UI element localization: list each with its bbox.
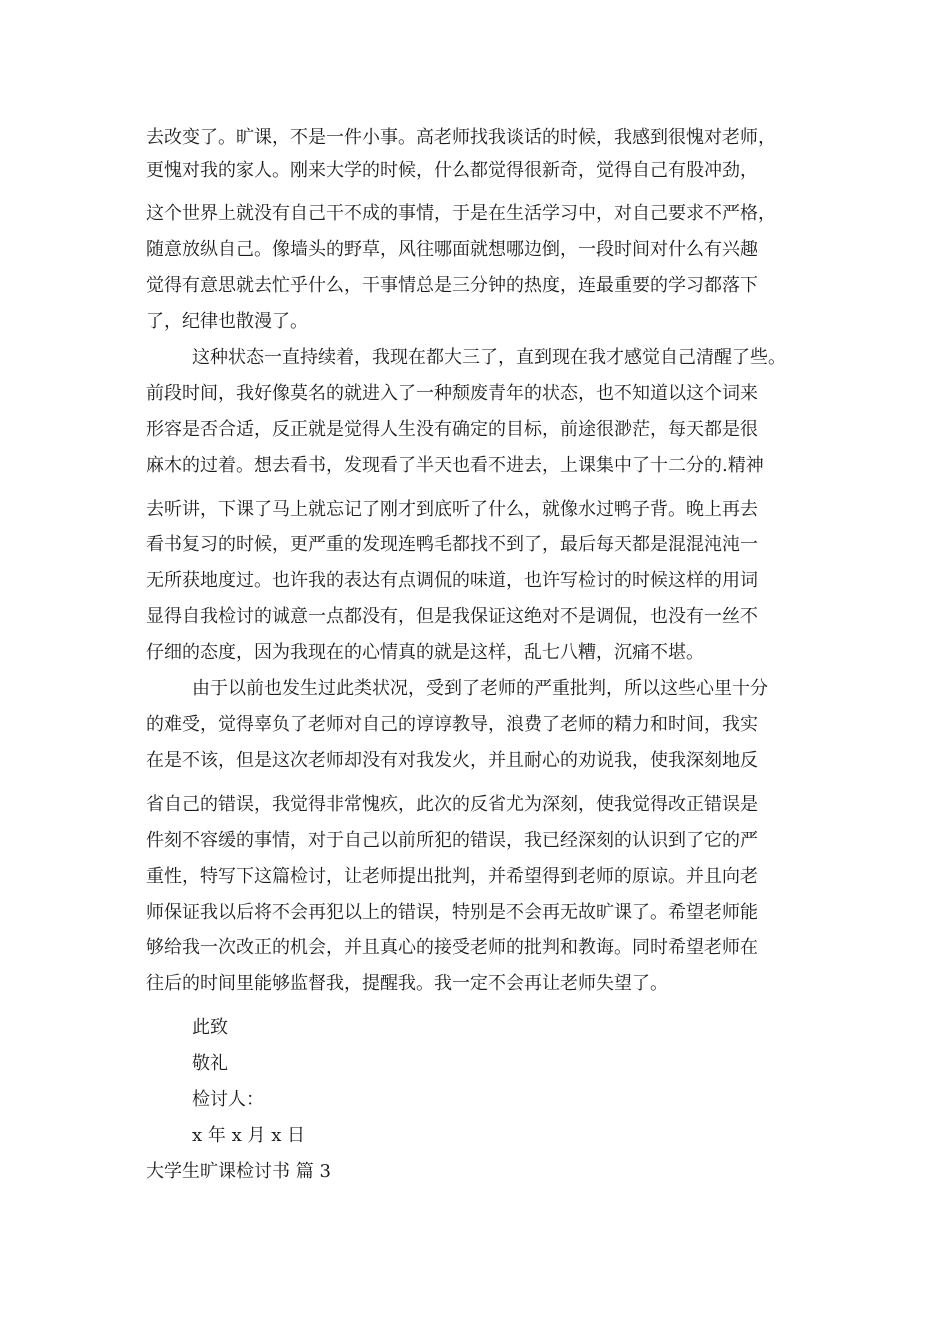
signature-label: 检讨人： [192, 1089, 264, 1110]
text-line-24: 往后的时间里能够监督我，提醒我。我一定不会再让老师失望了。 [146, 973, 668, 994]
text-line-3: 这个世界上就没有自己干不成的事情，于是在生活学习中，对自己要求不严格， [146, 203, 776, 224]
text-line-22: 师保证我以后将不会再犯以上的错误，特别是不会再无故旷课了。希望老师能 [146, 902, 758, 923]
text-line-4: 随意放纵自己。像墙头的野草，风往哪面就想哪边倒，一段时间对什么有兴趣 [146, 239, 758, 260]
text-line-18: 在是不该，但是这次老师却没有对我发火，并且耐心的劝说我，使我深刻地反 [146, 750, 758, 771]
text-line-19: 省自己的错误，我觉得非常愧疚，此次的反省尤为深刻，使我觉得改正错误是 [146, 794, 758, 815]
text-line-11: 去听讲，下课了马上就忘记了刚才到底听了什么，就像水过鸭子背。晚上再去 [146, 499, 758, 520]
text-line-17: 的难受，觉得辜负了老师对自己的谆谆教导，浪费了老师的精力和时间，我实 [146, 714, 758, 735]
text-line-2: 更愧对我的家人。刚来大学的时候，什么都觉得很新奇，觉得自己有股冲劲， [146, 160, 758, 181]
paragraph-2-start: 这种状态一直持续着，我现在都大三了，直到现在我才感觉自己清醒了些。 [192, 347, 786, 368]
text-line-1: 去改变了。旷课，不是一件小事。高老师找我谈话的时候，我感到很愧对老师， [146, 127, 776, 148]
closing-respect: 敬礼 [192, 1053, 228, 1074]
text-line-15: 仔细的态度，因为我现在的心情真的就是这样，乱七八糟，沉痛不堪。 [146, 642, 704, 663]
text-line-21: 重性，特写下这篇检讨，让老师提出批判，并希望得到老师的原谅。并且向老 [146, 866, 758, 887]
text-line-14: 显得自我检讨的诚意一点都没有，但是我保证这绝对不是调侃，也没有一丝不 [146, 606, 758, 627]
text-line-5: 觉得有意思就去忙乎什么，干事情总是三分钟的热度，连最重要的学习都落下 [146, 275, 758, 296]
date-line: x 年 x 月 x 日 [192, 1125, 306, 1146]
text-line-12: 看书复习的时候，更严重的发现连鸭毛都找不到了，最后每天都是混混沌沌一 [146, 534, 758, 555]
section-heading: 大学生旷课检讨书 篇 3 [146, 1161, 331, 1182]
text-line-20: 件刻不容缓的事情，对于自己以前所犯的错误，我已经深刻的认识到了它的严 [146, 830, 758, 851]
text-line-23: 够给我一次改正的机会，并且真心的接受老师的批判和教诲。同时希望老师在 [146, 937, 758, 958]
paragraph-3-start: 由于以前也发生过此类状况，受到了老师的严重批判，所以这些心里十分 [192, 678, 768, 699]
text-line-13: 无所获地度过。也许我的表达有点调侃的味道，也许写检讨的时候这样的用词 [146, 570, 758, 591]
text-line-8: 前段时间，我好像莫名的就进入了一种颓废青年的状态，也不知道以这个词来 [146, 383, 758, 404]
text-line-6: 了，纪律也散漫了。 [146, 311, 308, 332]
closing-salutation: 此致 [192, 1017, 228, 1038]
text-line-10: 麻木的过着。想去看书，发现看了半天也看不进去，上课集中了十二分的.精神 [146, 455, 764, 476]
text-line-9: 形容是否合适，反正就是觉得人生没有确定的目标，前途很渺茫，每天都是很 [146, 419, 758, 440]
